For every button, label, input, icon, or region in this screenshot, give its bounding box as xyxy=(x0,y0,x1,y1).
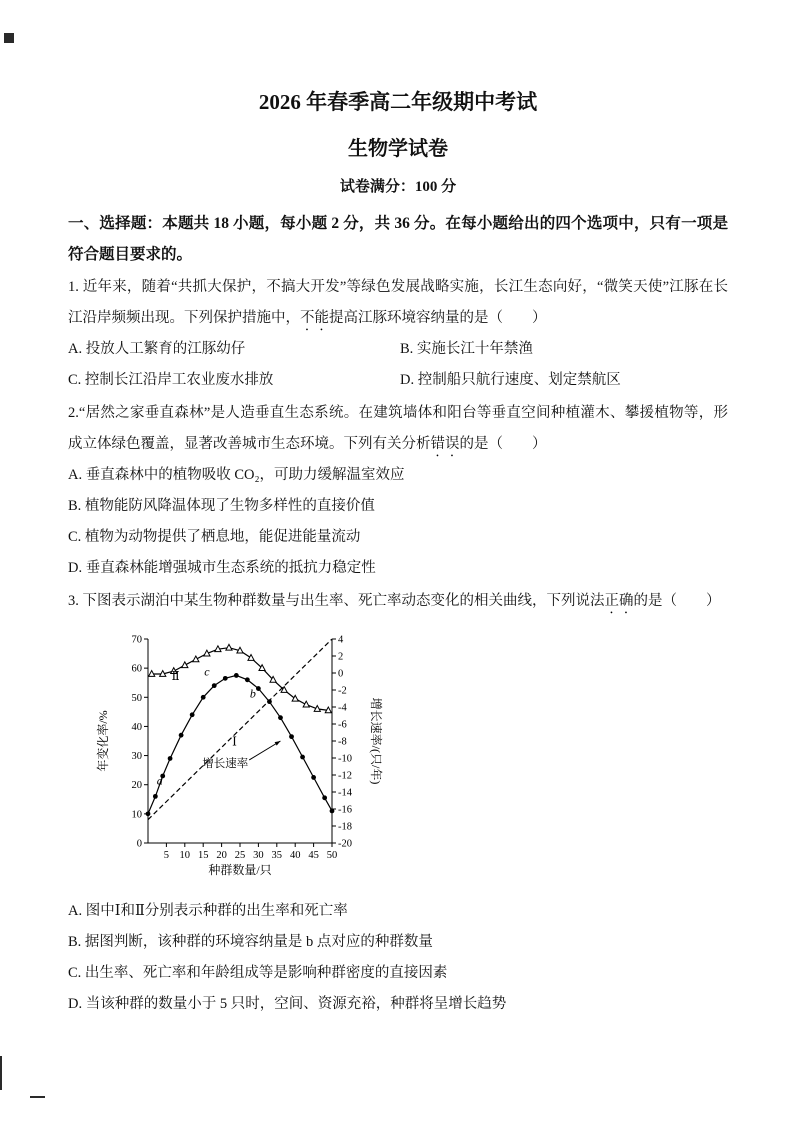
q1-stem-pre: 1. 近年来，随着“共抓大保护，不搞大开发”等绿色发展战略实施，长江生态向好，“微笑天使”江豚在长江沿岸频频出现。下列保护措施中， xyxy=(68,279,728,326)
svg-text:30: 30 xyxy=(131,751,142,763)
q1-option-d: D. 控制船只航行速度、划定禁航区 xyxy=(400,372,621,388)
q1-option-a: A. 投放人工繁育的江豚幼仔 xyxy=(68,341,246,357)
svg-text:5: 5 xyxy=(163,850,170,861)
svg-text:-14: -14 xyxy=(338,787,352,799)
q3-stem-post: 的是（ ） xyxy=(633,593,721,609)
question-2-options xyxy=(68,460,728,584)
svg-text:-12: -12 xyxy=(338,770,352,782)
population-dynamics-chart xyxy=(94,623,394,881)
q2-stem-emphasis: 错误 xyxy=(430,436,460,452)
svg-text:2: 2 xyxy=(338,651,344,663)
q2-option-d: D. 垂直森林能增强城市生态系统的抵抗力稳定性 xyxy=(68,560,376,576)
svg-text:10: 10 xyxy=(179,850,191,861)
svg-text:Ⅱ: Ⅱ xyxy=(171,668,180,683)
q3-option-d: D. 当该种群的数量小于 5 只时，空间、资源充裕，种群将呈增长趋势 xyxy=(68,996,507,1012)
svg-text:增长速率: 增长速率 xyxy=(202,758,249,771)
figure-q3-population-chart xyxy=(94,623,394,886)
question-3-stem xyxy=(68,586,728,617)
svg-text:25: 25 xyxy=(234,850,246,861)
svg-text:a: a xyxy=(156,773,163,788)
print-mark-left-edge xyxy=(0,1056,2,1090)
svg-text:-8: -8 xyxy=(338,736,347,748)
svg-text:40: 40 xyxy=(289,850,301,861)
svg-text:20: 20 xyxy=(216,850,227,861)
svg-text:-10: -10 xyxy=(338,753,352,765)
svg-text:c: c xyxy=(204,664,210,679)
section-heading: 一、选择题：本题共 18 小题，每小题 2 分，共 36 分。在每小题给出的四个选项中，只有一项是符合题目要求的。 xyxy=(68,215,728,263)
svg-text:Ⅰ: Ⅰ xyxy=(232,734,237,749)
score-note: 试卷满分：100 分 xyxy=(339,179,457,195)
svg-text:0: 0 xyxy=(338,668,344,680)
svg-text:-20: -20 xyxy=(338,838,352,850)
svg-text:-2: -2 xyxy=(338,685,347,697)
q2-stem-post: 的是（ ） xyxy=(459,436,547,452)
q3-option-b: B. 据图判断，该种群的环境容纳量是 b 点对应的种群数量 xyxy=(68,934,433,950)
q2-option-a: A. 垂直森林中的植物吸收 CO₂，可助力缓解温室效应 xyxy=(68,467,405,483)
q3-stem-emphasis: 正确 xyxy=(604,593,634,609)
svg-text:20: 20 xyxy=(131,780,142,792)
question-3-options xyxy=(68,896,728,1020)
q2-option-b: B. 植物能防风降温体现了生物多样性的直接价值 xyxy=(68,498,375,514)
svg-text:-18: -18 xyxy=(338,821,352,833)
svg-text:10: 10 xyxy=(131,809,142,821)
svg-text:45: 45 xyxy=(308,850,319,861)
svg-text:15: 15 xyxy=(197,850,209,861)
svg-text:50: 50 xyxy=(131,692,142,704)
q1-stem-post: 提高江豚环境容纳量的是（ ） xyxy=(329,310,547,326)
exam-content xyxy=(68,86,728,1020)
svg-text:增长速率/(只/年): 增长速率/(只/年) xyxy=(369,697,383,785)
svg-text:年变化率/%: 年变化率/% xyxy=(96,710,110,772)
q2-option-c: C. 植物为动物提供了栖息地，能促进能量流动 xyxy=(68,529,361,545)
question-2-stem xyxy=(68,398,728,460)
svg-text:30: 30 xyxy=(253,850,264,861)
q1-option-c: C. 控制长江沿岸工农业废水排放 xyxy=(68,372,274,388)
question-1-options xyxy=(68,334,728,396)
print-mark-top-left xyxy=(4,33,14,43)
svg-text:40: 40 xyxy=(131,721,142,733)
q2-stem-pre: 2.“居然之家垂直森林”是人造垂直生态系统。在建筑墙体和阳台等垂直空间种植灌木、攀援植物等，形成立体绿色覆盖，显著改善城市生态环境。下列有关分析 xyxy=(68,405,728,452)
exam-title: 2026 年春季高二年级期中考试 xyxy=(258,90,538,114)
svg-text:35: 35 xyxy=(271,850,283,861)
exam-subject: 生物学试卷 xyxy=(348,138,448,160)
svg-text:50: 50 xyxy=(326,850,338,861)
svg-text:60: 60 xyxy=(131,663,142,675)
question-1-stem xyxy=(68,272,728,334)
print-mark-bottom-left xyxy=(30,1096,45,1098)
q3-option-a: A. 图中Ⅰ和Ⅱ分别表示种群的出生率和死亡率 xyxy=(68,903,348,919)
svg-text:0: 0 xyxy=(136,838,142,850)
svg-text:-6: -6 xyxy=(338,719,347,731)
svg-text:种群数量/只: 种群数量/只 xyxy=(208,863,272,877)
svg-text:-4: -4 xyxy=(338,702,347,714)
q1-option-b: B. 实施长江十年禁渔 xyxy=(400,341,533,357)
q3-option-c: C. 出生率、死亡率和年龄组成等是影响种群密度的直接因素 xyxy=(68,965,448,981)
q1-stem-emphasis: 不能 xyxy=(300,310,329,326)
svg-text:-16: -16 xyxy=(338,804,352,816)
svg-text:b: b xyxy=(249,686,256,701)
q3-stem-pre: 3. 下图表示湖泊中某生物种群数量与出生率、死亡率动态变化的相关曲线，下列说法 xyxy=(68,593,605,609)
svg-text:70: 70 xyxy=(131,634,142,646)
svg-text:4: 4 xyxy=(338,634,344,646)
